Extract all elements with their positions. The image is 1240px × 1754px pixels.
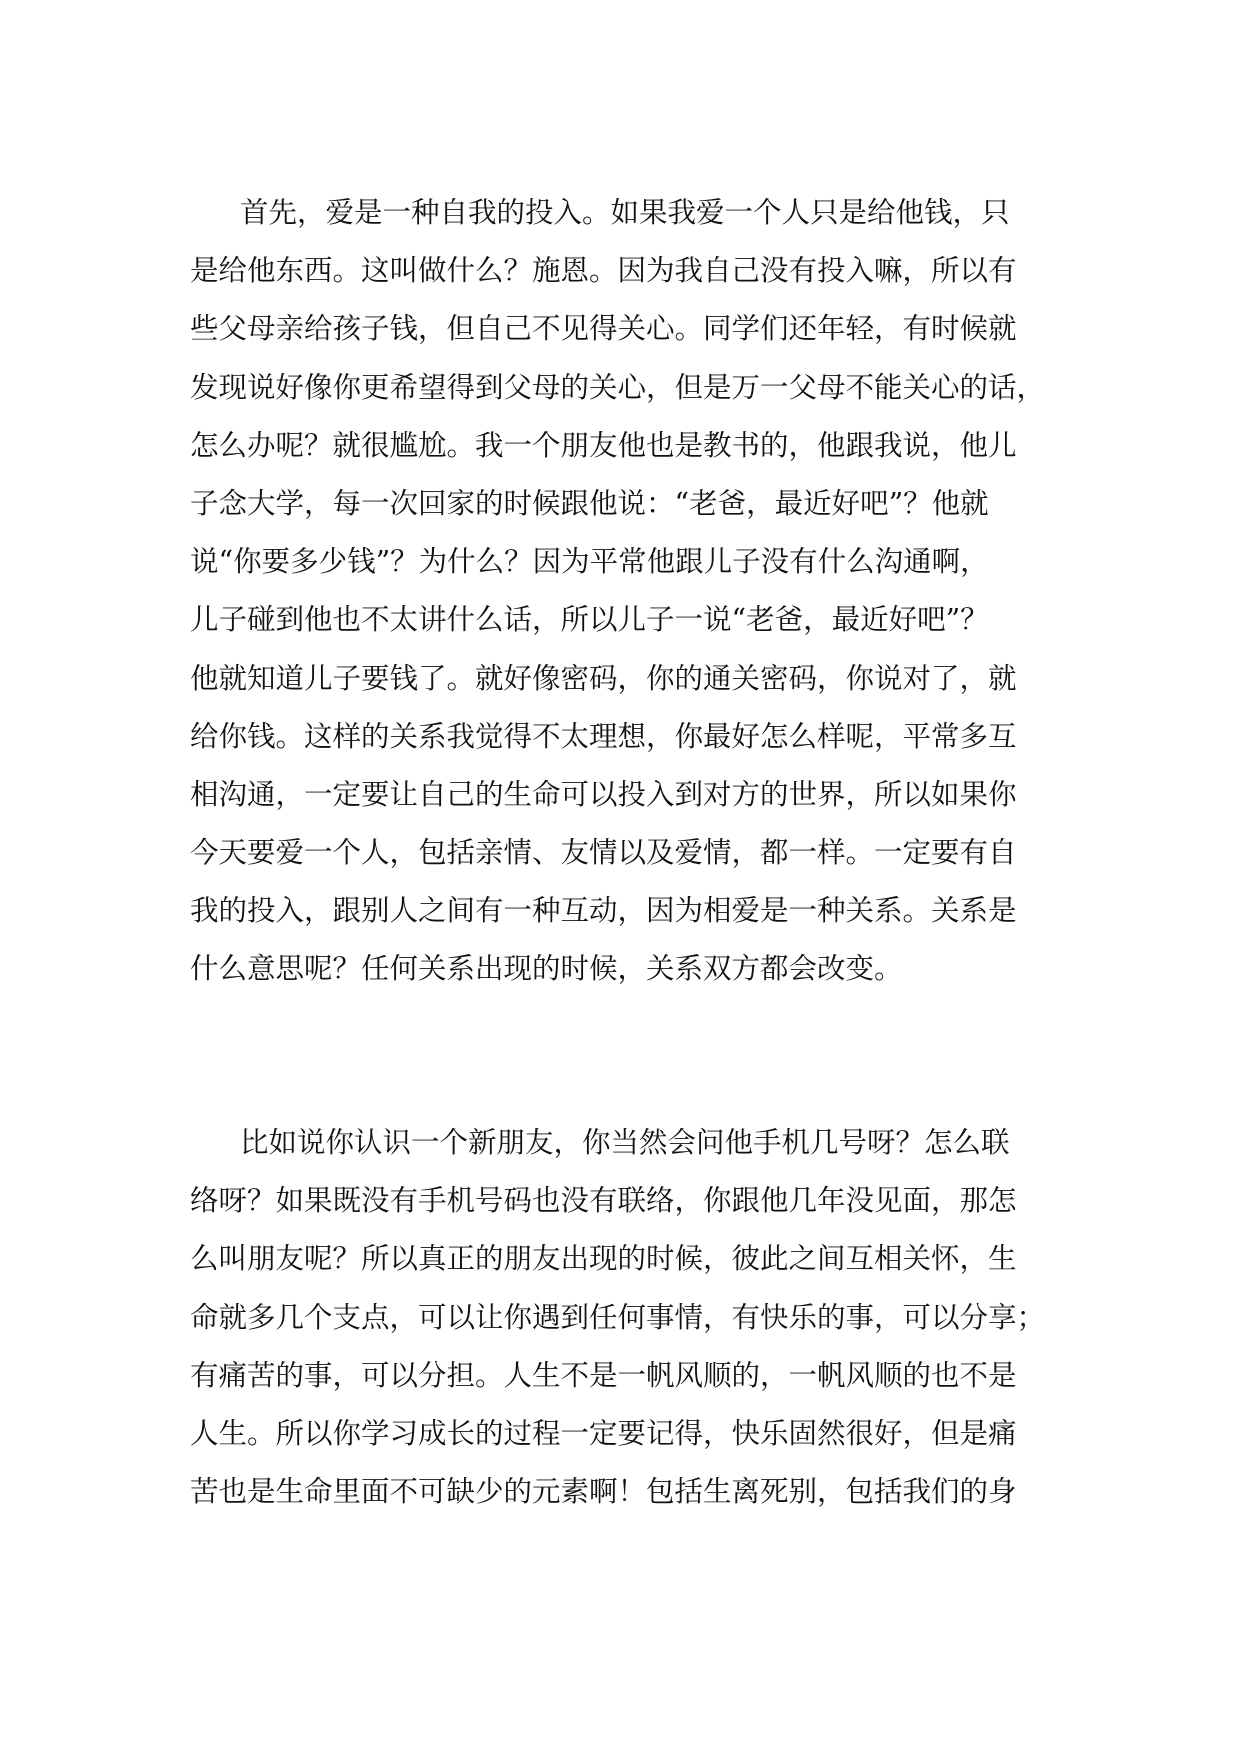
paragraph-line: 首先，爱是一种自我的投入。如果我爱一个人只是给他钱，只	[240, 196, 1010, 229]
paragraph-line: 什么意思呢？任何关系出现的时候，关系双方都会改变。	[190, 952, 903, 986]
paragraph-line: 么叫朋友呢？所以真正的朋友出现的时候，彼此之间互相关怀，生	[190, 1242, 1017, 1276]
paragraph-line: 怎么办呢？就很尴尬。我一个朋友他也是教书的，他跟我说，他儿	[190, 428, 1017, 462]
paragraph-line: 些父母亲给孩子钱，但自己不见得关心。同学们还年轻，有时候就	[190, 312, 1017, 346]
paragraph-line: 发现说好像你更希望得到父母的关心，但是万一父母不能关心的话，	[190, 370, 1046, 404]
paragraph-line: 人生。所以你学习成长的过程一定要记得，快乐固然很好，但是痛	[190, 1416, 1017, 1450]
paragraph-line: 苦也是生命里面不可缺少的元素啊！包括生离死别，包括我们的身	[190, 1475, 1017, 1509]
paragraph-line: 子念大学，每一次回家的时候跟他说：“老爸，最近好吧”？他就	[190, 486, 989, 520]
paragraph-line: 有痛苦的事，可以分担。人生不是一帆风顺的，一帆风顺的也不是	[190, 1358, 1017, 1392]
paragraph-1	[190, 184, 1060, 999]
paragraph-line: 今天要爱一个人，包括亲情、友情以及爱情，都一样。一定要有自	[190, 836, 1017, 870]
paragraph-line: 我的投入，跟别人之间有一种互动，因为相爱是一种关系。关系是	[190, 894, 1017, 928]
paragraph-line: 比如说你认识一个新朋友，你当然会问他手机几号呀？怎么联	[240, 1126, 1010, 1159]
paragraph-line: 儿子碰到他也不太讲什么话，所以儿子一说“老爸，最近好吧”？	[190, 603, 989, 637]
paragraph-line: 说“你要多少钱”？为什么？因为平常他跟儿子没有什么沟通啊，	[190, 545, 989, 579]
paragraph-line: 是给他东西。这叫做什么？施恩。因为我自己没有投入嘛，所以有	[190, 254, 1017, 288]
paragraph-line: 给你钱。这样的关系我觉得不太理想，你最好怎么样呢，平常多互	[190, 719, 1017, 753]
paragraph-line: 他就知道儿子要钱了。就好像密码，你的通关密码，你说对了，就	[190, 661, 1017, 695]
paragraph-line: 络呀？如果既没有手机号码也没有联络，你跟他几年没见面，那怎	[190, 1184, 1017, 1218]
paragraph-2	[190, 1114, 1060, 1521]
paragraph-line: 命就多几个支点，可以让你遇到任何事情，有快乐的事，可以分享；	[190, 1300, 1046, 1334]
paragraph-line: 相沟通，一定要让自己的生命可以投入到对方的世界，所以如果你	[190, 777, 1017, 811]
